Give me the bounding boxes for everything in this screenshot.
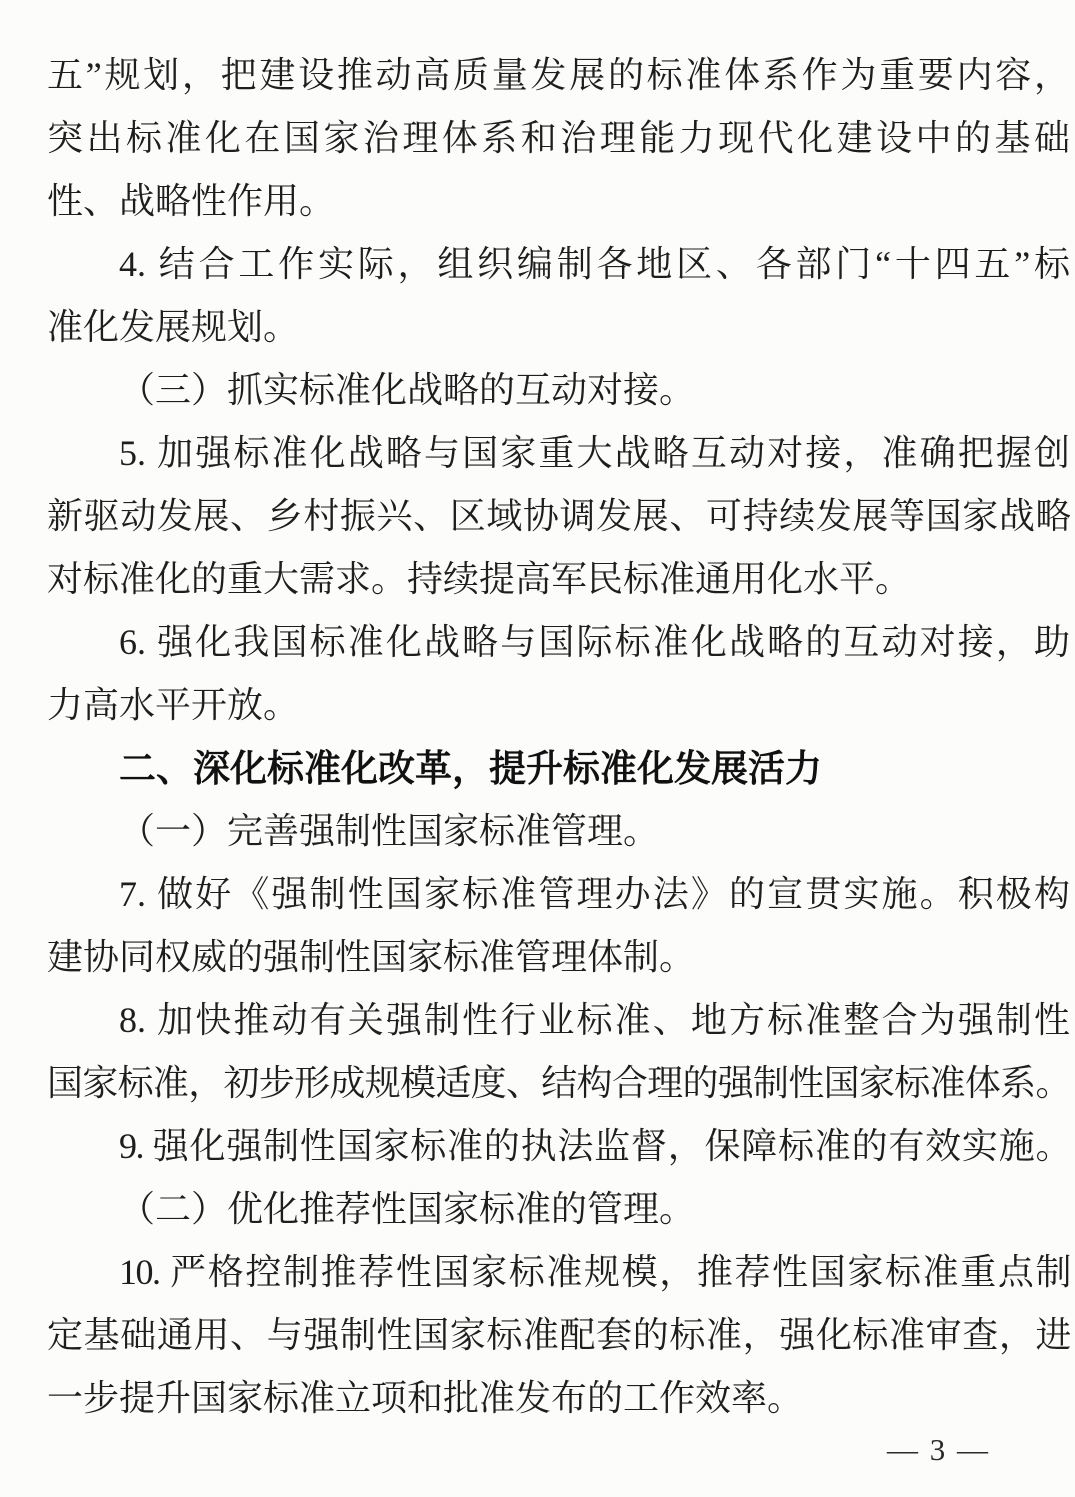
text-line: 准化发展规划。 bbox=[47, 307, 300, 347]
text-line: 对标准化的重大需求。持续提高军民标准通用化水平。 bbox=[47, 559, 912, 599]
text-line: 9. 强化强制性国家标准的执法监督，保障标准的有效实施。 bbox=[119, 1126, 1070, 1166]
text-line: （一）完善强制性国家标准管理。 bbox=[119, 811, 660, 851]
text-line: 4. 结合工作实际，组织编制各地区、各部门“十四五”标 bbox=[119, 244, 1070, 284]
text-line: 建协同权威的强制性国家标准管理体制。 bbox=[47, 937, 696, 977]
page-footer bbox=[887, 1432, 990, 1468]
text-line: 力高水平开放。 bbox=[47, 685, 300, 725]
text-line: （三）抓实标准化战略的互动对接。 bbox=[119, 370, 696, 410]
section-heading: 二、深化标准化改革，提升标准化发展活力 bbox=[119, 748, 822, 789]
text-line: 6. 强化我国标准化战略与国际标准化战略的互动对接，助 bbox=[119, 622, 1070, 662]
text-line: 8. 加快推动有关强制性行业标准、地方标准整合为强制性 bbox=[119, 1000, 1070, 1040]
text-line: 五”规划，把建设推动高质量发展的标准体系作为重要内容， bbox=[47, 55, 1070, 95]
text-line: 性、战略性作用。 bbox=[47, 181, 336, 221]
text-line: 突出标准化在国家治理体系和治理能力现代化建设中的基础 bbox=[47, 118, 1070, 158]
text-line: 新驱动发展、乡村振兴、区域协调发展、可持续发展等国家战略 bbox=[47, 496, 1070, 536]
text-line: 国家标准，初步形成规模适度、结构合理的强制性国家标准体系。 bbox=[47, 1063, 1070, 1103]
text-line: （二）优化推荐性国家标准的管理。 bbox=[119, 1189, 696, 1229]
text-line: 7. 做好《强制性国家标准管理办法》的宣贯实施。积极构 bbox=[119, 874, 1070, 914]
text-line: 定基础通用、与强制性国家标准配套的标准，强化标准审查，进 bbox=[47, 1315, 1070, 1355]
text-line: 5. 加强标准化战略与国家重大战略互动对接，准确把握创 bbox=[119, 433, 1070, 473]
page-number: — 3 — bbox=[887, 1432, 990, 1467]
text-line: 10. 严格控制推荐性国家标准规模，推荐性国家标准重点制 bbox=[119, 1252, 1070, 1292]
text-line: 一步提升国家标准立项和批准发布的工作效率。 bbox=[47, 1378, 804, 1418]
